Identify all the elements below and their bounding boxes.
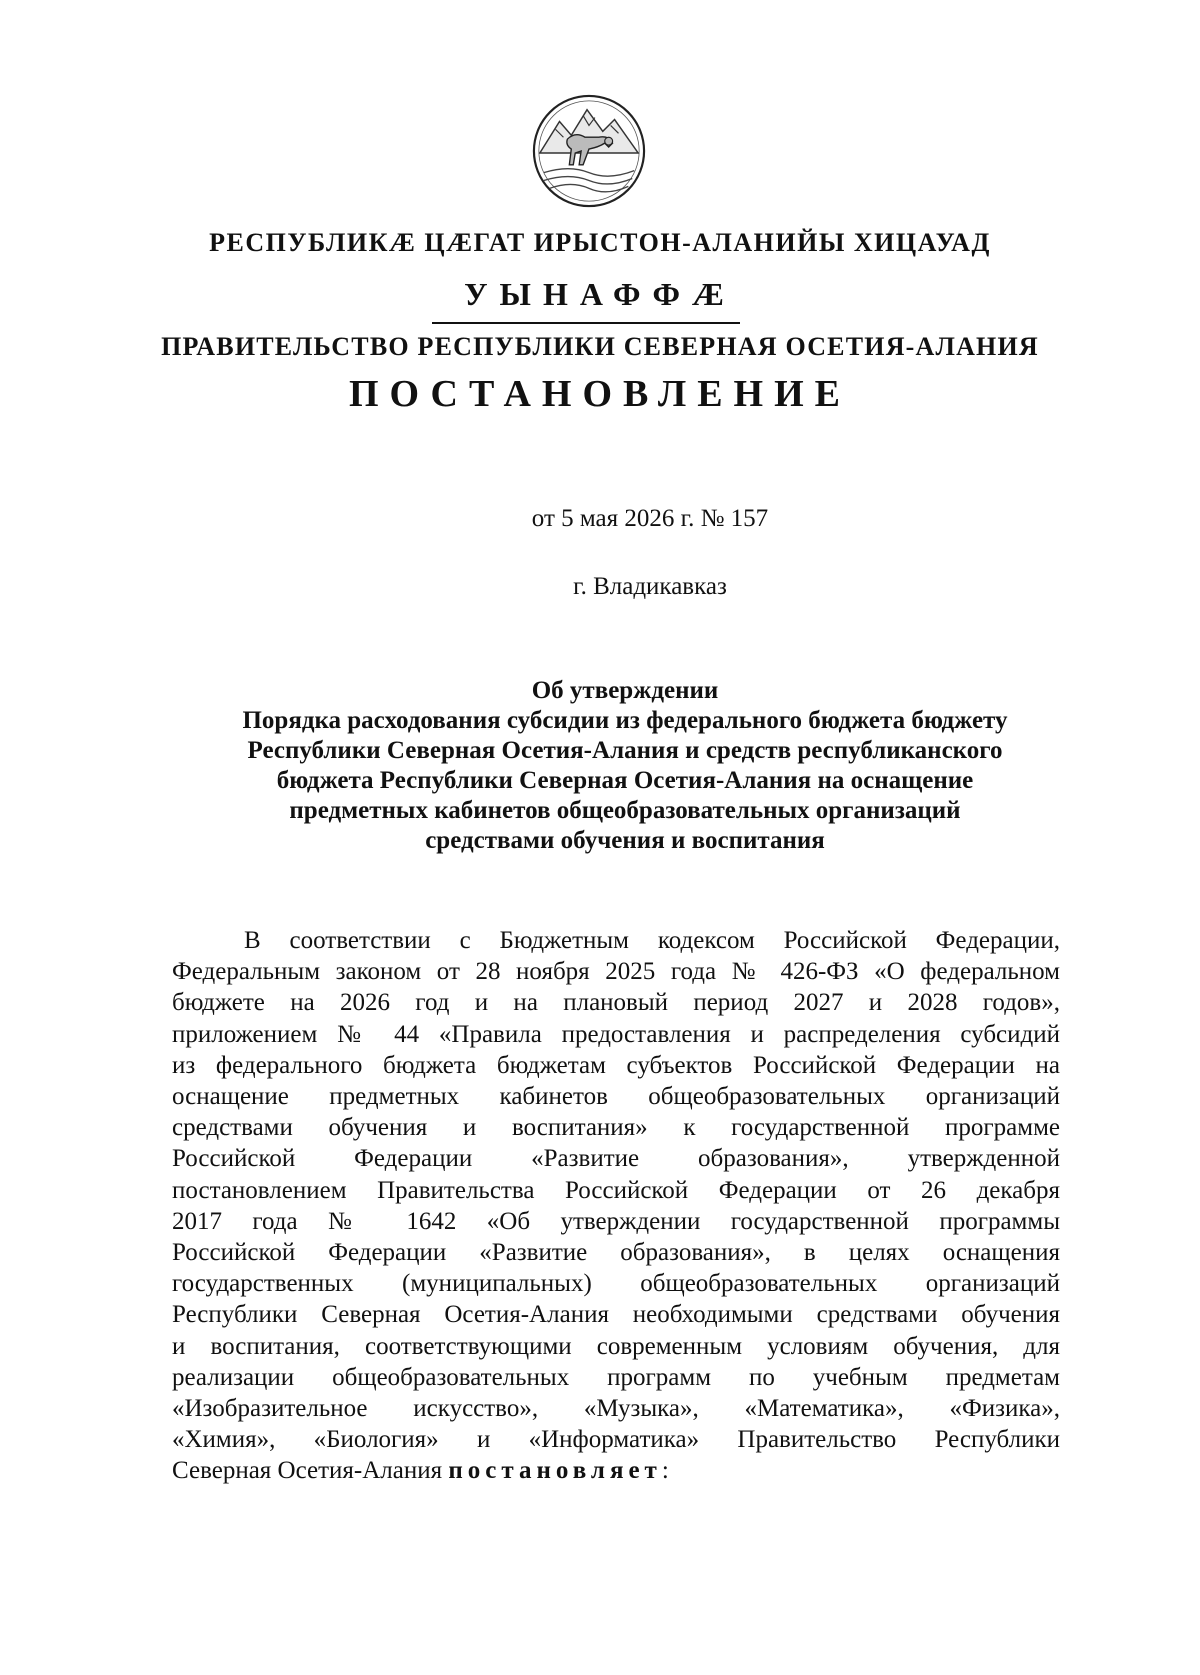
- body-line: из федерального бюджета бюджетам субъектов Российской Федерации на: [172, 1051, 1060, 1079]
- body-line: Российской Федерации «Развитие образования», в целях оснащения: [172, 1239, 1060, 1267]
- subject-line: бюджета Республики Северная Осетия-Алания на оснащение: [276, 767, 974, 794]
- body-line: Республики Северная Осетия-Алания необходимыми средствами обучения: [172, 1301, 1060, 1329]
- body-line: оснащение предметных кабинетов общеобразовательных организаций: [172, 1083, 1060, 1111]
- subject-line: предметных кабинетов общеобразовательных организаций: [289, 797, 961, 824]
- subject-line: средствами обучения и воспитания: [425, 827, 825, 854]
- body-line: Федеральным законом от 28 ноября 2025 года № 426-ФЗ «О федеральном: [172, 958, 1060, 986]
- body-line: реализации общеобразовательных программ по учебным предметам: [172, 1363, 1060, 1391]
- subject-line: Об утверждении: [531, 677, 719, 704]
- ossetian-doc-type-heading: УЫНАФФӔ: [464, 276, 736, 312]
- body-line: 2017 года № 1642 «Об утверждении государственной программы: [172, 1207, 1060, 1235]
- body-line: государственных (муниципальных) общеобразовательных организаций: [172, 1270, 1060, 1298]
- coat-of-arms-icon: [530, 92, 648, 210]
- body-line: постановлением Правительства Российской Федерации от 26 декабря: [172, 1176, 1060, 1204]
- body-line: и воспитания, соответствующими современным условиям обучения, для: [172, 1332, 1060, 1360]
- city: г. Владикавказ: [573, 573, 727, 600]
- body-line: средствами обучения и воспитания» к государственной программе: [172, 1114, 1060, 1142]
- body-line: Российской Федерации «Развитие образования», утвержденной: [172, 1145, 1060, 1173]
- russian-government-heading: ПРАВИТЕЛЬСТВО РЕСПУБЛИКИ СЕВЕРНАЯ ОСЕТИЯ-АЛАНИЯ: [161, 332, 1039, 361]
- date-and-number: от 5 мая 2026 г. № 157: [531, 505, 769, 532]
- document-subject: [180, 676, 1070, 856]
- last-line-text: Северная Осетия-Алания: [172, 1457, 449, 1485]
- body-line: приложением № 44 «Правила предоставления и распределения субсидий: [172, 1020, 1060, 1048]
- preamble-paragraph: [172, 925, 1060, 1487]
- ossetian-government-heading: РЕСПУБЛИКӔ ЦӔГАТ ИРЫСТОН-АЛАНИЙЫ ХИЦАУАД: [209, 228, 991, 257]
- body-line: бюджете на 2026 год и на плановый период 2027 и 2028 годов»,: [172, 989, 1060, 1017]
- heading-divider: [432, 322, 740, 324]
- body-last-line: [172, 1455, 1060, 1486]
- last-line-colon: :: [661, 1457, 669, 1485]
- body-line: В соответствии с Бюджетным кодексом Российской Федерации,: [244, 927, 1060, 954]
- subject-line: Порядка расходования субсидии из федерального бюджета бюджету: [242, 707, 1008, 734]
- body-line: «Изобразительное искусство», «Музыка», «Математика», «Физика»,: [172, 1395, 1060, 1423]
- resolves-keyword: постановляет: [448, 1457, 662, 1485]
- subject-line: Республики Северная Осетия-Алания и средств республиканского: [247, 737, 1003, 764]
- russian-doc-type-heading: ПОСТАНОВЛЕНИЕ: [348, 373, 852, 415]
- body-line: «Химия», «Биология» и «Информатика» Правительство Республики: [172, 1426, 1060, 1454]
